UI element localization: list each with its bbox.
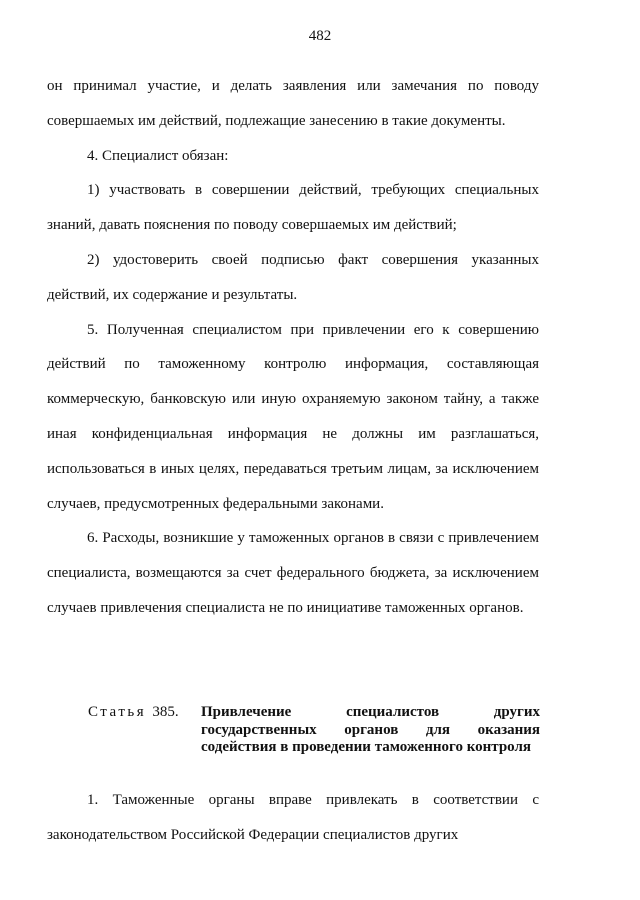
paragraph-item-5: 5. Полученная специалистом при привлечении его к совершению действий по таможенному контролю информация, составляющая коммерческую, банковскую или иную охраняемую законом тайну, а также иная конфиденциальная информация не должны им разглашаться, использоваться в иных целях, передаваться третьим лицам, за исключением случаев, предусмотренных федеральными законами.	[47, 321, 539, 512]
paragraph-article-385-item-1: 1. Таможенные органы вправе привлекать в соответствии с законодательством Российской Федерации специалистов других	[47, 792, 539, 843]
paragraph-item-4-2: 2) удостоверить своей подписью факт совершения указанных действий, их содержание и результаты.	[47, 251, 539, 303]
article-heading	[88, 704, 540, 757]
page-number: 482	[308, 28, 332, 44]
article-label	[88, 704, 201, 757]
article-title: Привлечение специалистов других государственных органов для оказания содействия в проведении таможенного контроля	[201, 704, 540, 755]
tail-section	[47, 783, 539, 853]
article-number: 385.	[152, 704, 179, 720]
document-body	[47, 69, 539, 626]
paragraph-item-4-1: 1) участвовать в совершении действий, требующих специальных знаний, давать пояснения по поводу совершаемых им действий;	[47, 182, 539, 234]
paragraph-continuation: он принимал участие, и делать заявления или замечания по поводу совершаемых им действий, подлежащие занесению в такие документы.	[47, 78, 539, 129]
paragraph-item-4: 4. Специалист обязан:	[87, 147, 229, 164]
paragraph-item-6: 6. Расходы, возникшие у таможенных органов в связи с привлечением специалиста, возмещаются за счет федерального бюджета, за исключением случаев привлечения специалиста не по инициативе таможенных органов.	[47, 530, 539, 616]
article-word: Статья	[88, 704, 147, 720]
